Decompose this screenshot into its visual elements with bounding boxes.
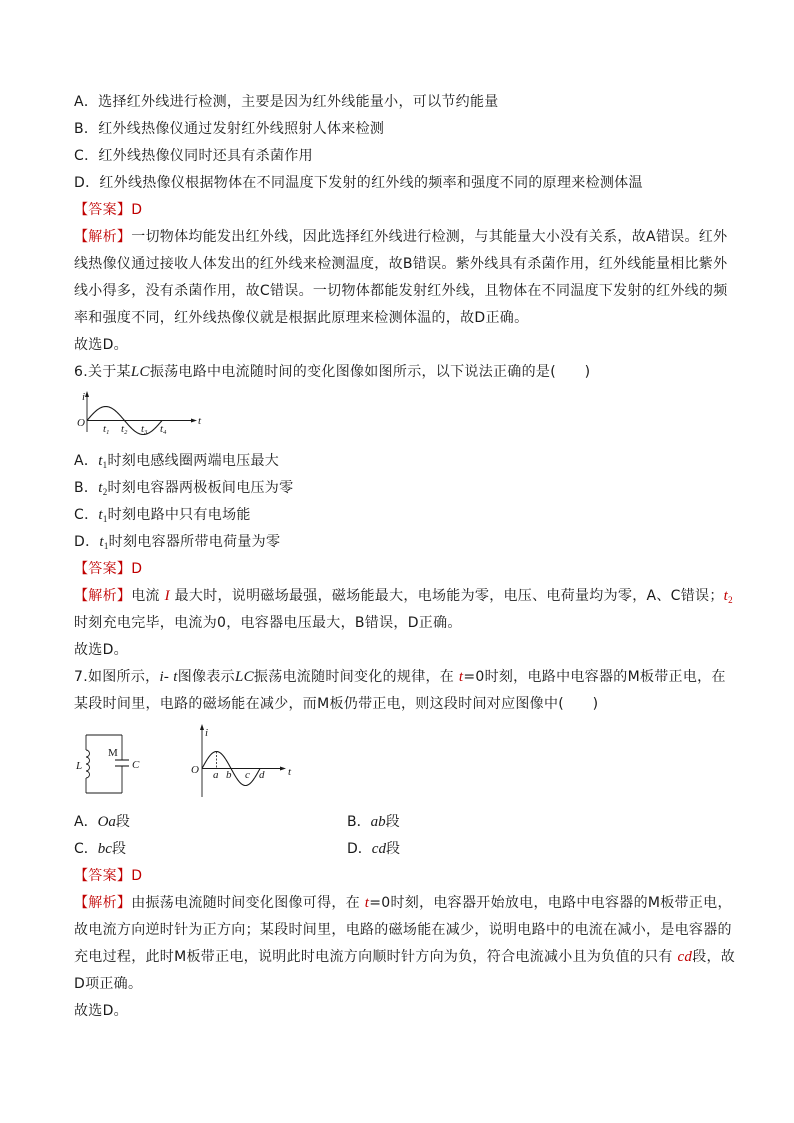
answer-label: 【答案】	[74, 202, 132, 218]
option-variable: t	[98, 453, 103, 469]
analysis-text: 电流	[131, 588, 165, 604]
answer-value: D	[131, 561, 143, 577]
q5-analysis-line: 线小得多，没有杀菌作用，故C错误。一切物体都能发射红外线，且物体在不同温度下发射的红外线的频	[74, 283, 728, 299]
q5-conclusion: 故选D。	[74, 337, 128, 353]
option-label: A．	[74, 814, 98, 830]
inductor-label: L	[76, 760, 83, 772]
q6-analysis-line: 时刻充电完毕，电流为0，电容器电压最大，B错误，D正确。	[74, 615, 462, 631]
origin-label: O	[191, 764, 199, 776]
option-variable: t	[99, 534, 104, 550]
option-label: B．	[74, 480, 99, 496]
analysis-variable: t	[723, 588, 729, 604]
analysis-subscript: 2	[728, 595, 733, 605]
q7-analysis-line	[74, 890, 732, 917]
document-body	[74, 89, 736, 1025]
q5-analysis-line: 率和强度不同，红外线热像仪就是根据此原理来检测体温的，故D正确。	[74, 310, 529, 326]
option-text: 时刻电路中只有电场能	[107, 507, 251, 523]
q5-option-a: A．选择红外线进行检测，主要是因为红外线能量小，可以节约能量	[74, 94, 499, 110]
answer-label: 【答案】	[74, 561, 132, 577]
point-label-b: b	[226, 769, 232, 781]
stem-variable: t	[458, 669, 464, 685]
q5-option-d: D．红外线热像仪根据物体在不同温度下发射的红外线的频率和强度不同的原理来检测体温	[74, 175, 643, 191]
tick-label-t1	[103, 423, 109, 436]
answer-value: D	[131, 868, 143, 884]
option-subscript: 1	[102, 514, 108, 524]
q7-option-d	[347, 836, 722, 863]
x-axis-arrow	[280, 767, 286, 771]
option-text: 时刻电容器所带电荷量为零	[108, 534, 281, 550]
q7-analysis-line	[74, 944, 736, 971]
analysis-label: 【解析】	[74, 229, 132, 245]
q7-option-b	[347, 809, 722, 836]
q7-option-c	[74, 836, 347, 863]
q6-option-a	[74, 448, 722, 475]
q7-stem-line	[74, 664, 726, 691]
q6-analysis-line	[74, 583, 733, 610]
option-label: C．	[74, 507, 99, 523]
point-label-c: c	[245, 769, 250, 781]
capacitor-label: C	[132, 759, 140, 771]
stem-variable: LC	[130, 364, 150, 380]
option-label: D．	[347, 841, 372, 857]
option-label: C．	[74, 841, 98, 857]
x-axis-label: t	[198, 415, 202, 427]
option-text: 时刻电感线圈两端电压最大	[107, 453, 280, 469]
q5-answer	[74, 197, 722, 224]
q6-conclusion: 故选D。	[74, 642, 128, 658]
tick-sub: 2	[124, 429, 128, 436]
q6-figure	[74, 386, 722, 448]
tick-var: t	[141, 423, 145, 435]
tick-var: t	[121, 423, 125, 435]
option-variable: t	[98, 480, 103, 496]
x-axis-label: t	[288, 766, 292, 778]
tick-label-t3	[141, 423, 148, 436]
q6-option-d	[74, 529, 722, 556]
tick-sub: 3	[144, 429, 148, 436]
q7-options-row	[74, 836, 722, 863]
option-subscript: 1	[102, 460, 108, 470]
point-label-d: d	[259, 769, 265, 781]
tick-var: t	[103, 423, 107, 435]
tick-sub: 1	[106, 429, 110, 436]
stem-variable: i- t	[159, 669, 178, 685]
q7-stem-line: 某段时间里，电路的磁场能在减少，而M板仍带正电，则这段时间对应图像中( )	[74, 696, 599, 712]
analysis-text: 最大时，说明磁场最强，磁场能最大，电场能为零，电压、电荷量均为零，A、C错误；	[169, 588, 724, 604]
analysis-variable: t	[364, 895, 370, 911]
option-variable: Oa	[97, 814, 116, 830]
q7-analysis-line: D项正确。	[74, 976, 143, 992]
option-variable: t	[98, 507, 103, 523]
option-label: D．	[74, 534, 100, 550]
stem-text: =0时刻，电路中电容器的M板带正电，在	[463, 669, 726, 685]
q6-stem	[74, 359, 722, 386]
q7-figure	[74, 718, 722, 809]
analysis-label: 【解析】	[74, 895, 132, 911]
y-axis-arrow	[85, 391, 89, 397]
option-variable: bc	[97, 841, 112, 857]
q5-option-c: C．红外线热像仪同时还具有杀菌作用	[74, 148, 313, 164]
question-6	[74, 359, 733, 664]
tick-sub: 4	[163, 429, 167, 436]
analysis-text: 段，故	[692, 949, 736, 965]
q5-analysis-line	[74, 224, 728, 251]
q7-conclusion: 故选D。	[74, 1003, 128, 1019]
y-axis-arrow	[200, 724, 204, 730]
y-axis-label: i	[205, 727, 209, 739]
tick-var: t	[160, 423, 164, 435]
stem-text: 振荡电流随时间变化的规律，在	[253, 669, 459, 685]
question-5-tail	[74, 89, 728, 359]
option-label: A．	[74, 453, 99, 469]
stem-text: 6.关于某	[74, 364, 131, 380]
analysis-text: 一切物体均能发出红外线，因此选择红外线进行检测，与其能量大小没有关系，故A错误。红外	[131, 229, 728, 245]
y-axis-label: i	[82, 391, 86, 403]
q7-current-time-graph	[191, 724, 292, 797]
q7-analysis-line: 故电流方向逆时针为正方向；某段时间里，电路的磁场能在减少，说明电路中的电流在减小，是电容器的	[74, 922, 732, 938]
q6-option-c	[74, 502, 722, 529]
q7-option-a	[74, 809, 347, 836]
point-label-a: a	[213, 769, 219, 781]
stem-variable: LC	[234, 669, 254, 685]
analysis-text: 充电过程，此时M板带正电，说明此时电流方向顺时针方向为负，符合电流减小且为负值的只有	[74, 949, 678, 965]
tick-label-t2	[121, 423, 128, 436]
plate-label: M	[108, 747, 118, 759]
q5-analysis-line: 线热像仪通过接收人体发出的红外线来检测温度，故B错误。紫外线具有杀菌作用，红外线能量相比紫外	[74, 256, 728, 272]
analysis-variable: cd	[677, 949, 693, 965]
option-text: 段	[385, 814, 400, 830]
origin-label: O	[77, 417, 85, 429]
q7-figures	[74, 718, 300, 809]
stem-text: 图像表示	[177, 669, 235, 685]
stem-text: 振荡电路中电流随时间的变化图像如图所示，以下说法正确的是( )	[149, 364, 591, 380]
option-variable: cd	[371, 841, 386, 857]
option-text: 段	[115, 814, 130, 830]
q6-current-time-graph	[74, 386, 206, 448]
option-subscript: 1	[103, 541, 109, 551]
question-7	[74, 664, 736, 1025]
stem-text: 7.如图所示，	[74, 669, 160, 685]
q7-answer	[74, 863, 722, 890]
inductor-coil	[86, 750, 90, 778]
analysis-variable: I	[164, 588, 170, 604]
option-text: 段	[385, 841, 400, 857]
tick-label-t4	[160, 423, 167, 436]
option-text: 段	[111, 841, 126, 857]
answer-label: 【答案】	[74, 868, 132, 884]
q6-answer	[74, 556, 722, 583]
analysis-text: 由振荡电流随时间变化图像可得，在	[131, 895, 365, 911]
option-text: 时刻电容器两极板间电压为零	[107, 480, 294, 496]
q6-option-b	[74, 475, 722, 502]
answer-value: D	[131, 202, 143, 218]
q5-option-b: B．红外线热像仪通过发射红外线照射人体来检测	[74, 121, 385, 137]
analysis-label: 【解析】	[74, 588, 132, 604]
analysis-text: =0时刻，电容器开始放电，电路中电容器的M板带正电，	[369, 895, 732, 911]
q7-options-row	[74, 809, 722, 836]
option-label: B．	[347, 814, 371, 830]
lc-circuit-diagram	[75, 735, 140, 793]
x-axis-arrow	[191, 419, 197, 423]
option-subscript: 2	[102, 487, 108, 497]
option-variable: ab	[370, 814, 386, 830]
